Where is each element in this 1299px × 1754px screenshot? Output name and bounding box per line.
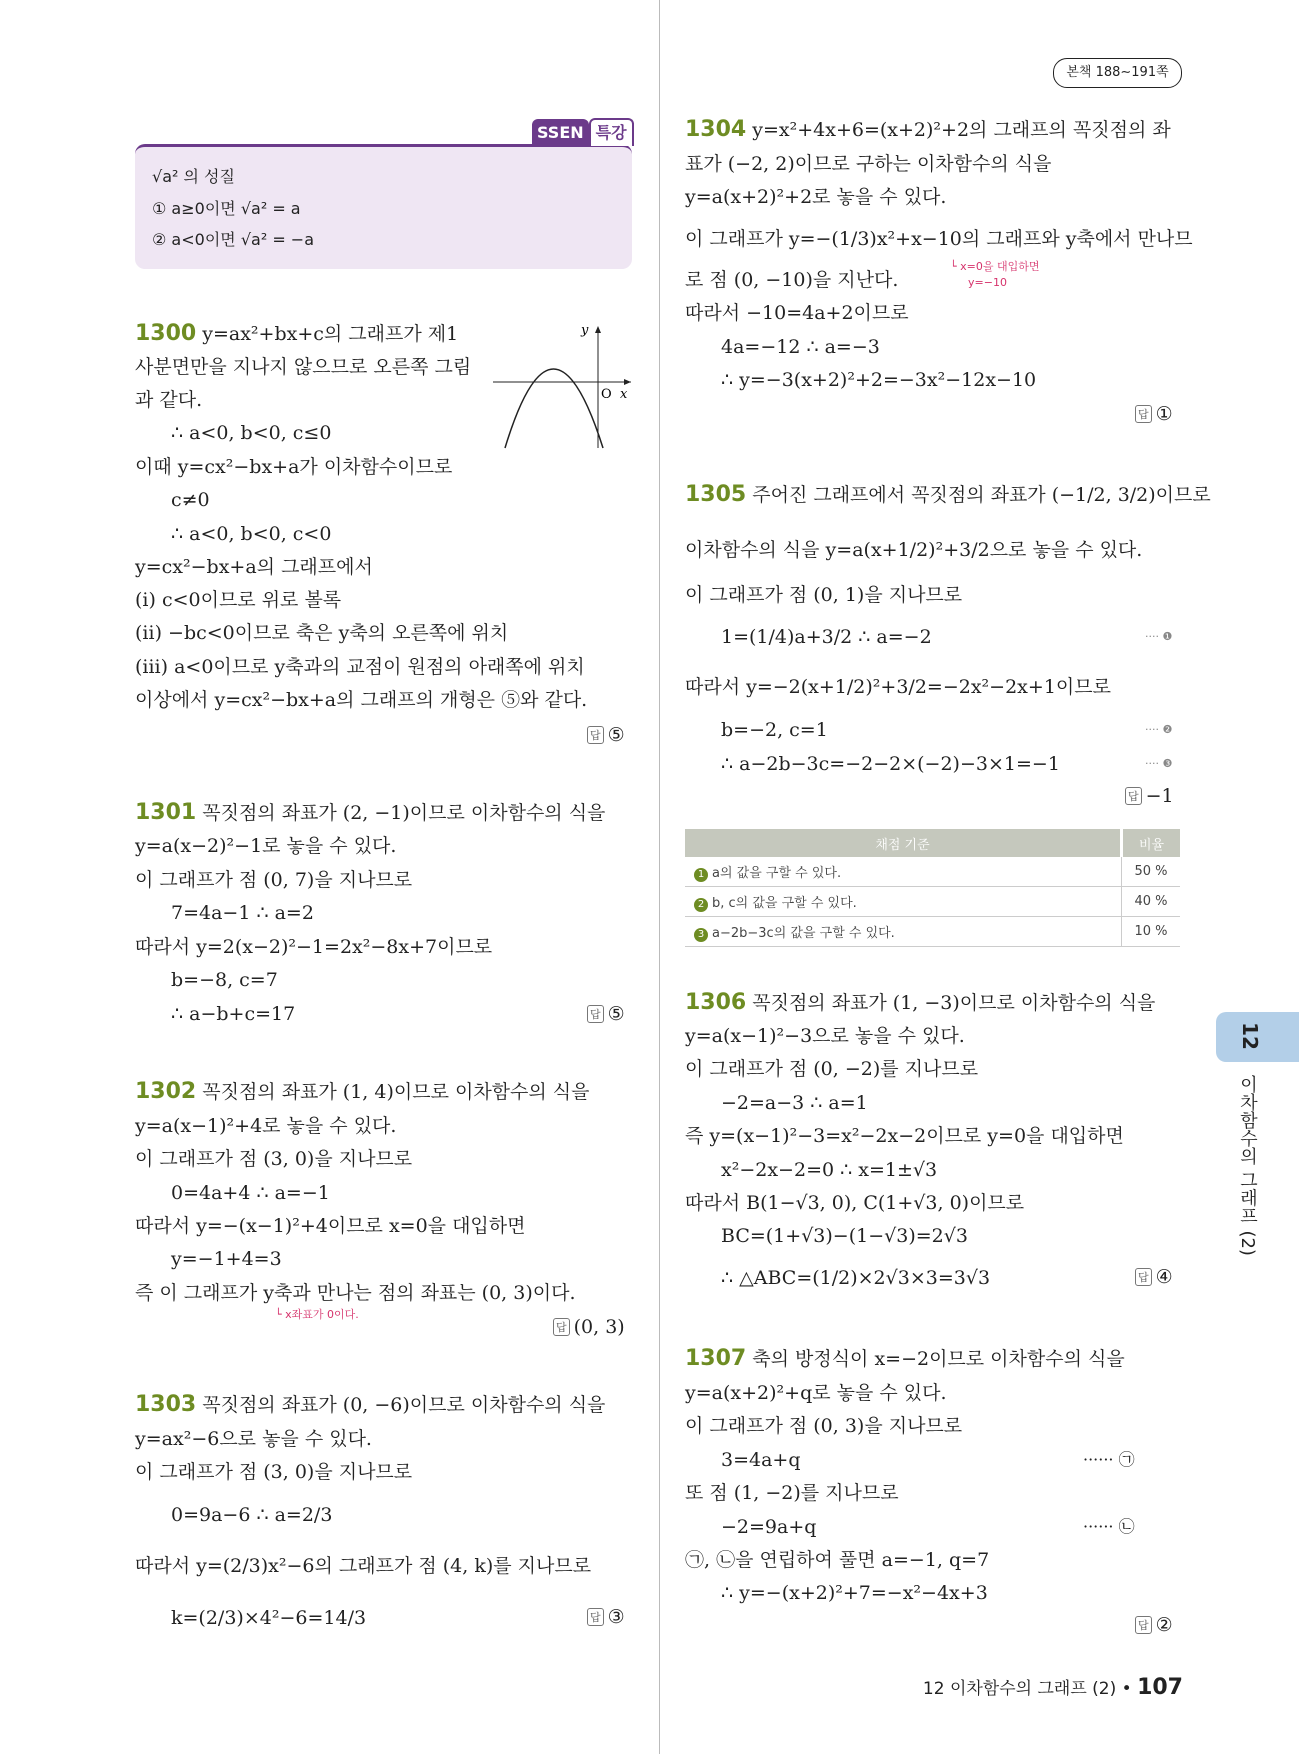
problem-1301-line-5: 따라서 y=2(x−2)²−1=2x²−8x+7이므로 bbox=[135, 936, 493, 958]
ssen-title: √a² 의 성질 bbox=[152, 167, 235, 186]
equation-marker-2: ······ ㉡ bbox=[1083, 1517, 1135, 1536]
footer-chapter: 12 이차함수의 그래프 (2) • bbox=[922, 1679, 1132, 1699]
problem-1306-line-9: ∴ △ABC=(1/2)×2√3×3=3√3 bbox=[721, 1267, 991, 1289]
answer-1300: 답 ⑤ bbox=[587, 724, 625, 746]
column-divider bbox=[659, 0, 660, 1754]
page-footer bbox=[923, 1674, 1183, 1700]
scoring-criteria-table bbox=[685, 829, 1180, 947]
answer-1305: 답 −1 bbox=[1125, 785, 1174, 807]
problem-1300-line-11: (ⅲ) a<0이므로 y축과의 교점이 원점의 아래쪽에 위치 bbox=[135, 656, 585, 678]
problem-1305-line-6: b=−2, c=1 bbox=[721, 719, 828, 741]
problem-1307-line-4: 3=4a+q bbox=[721, 1449, 801, 1471]
problem-1305-line-3: 이 그래프가 점 (0, 1)을 지나므로 bbox=[685, 584, 963, 606]
annotation-note: y=−10 bbox=[968, 276, 1007, 289]
problem-1300-line-10: (ⅱ) −bc<0이므로 축은 y축의 오른쪽에 위치 bbox=[135, 622, 509, 644]
chapter-number: 12 bbox=[1237, 1022, 1262, 1050]
problem-1307-line-5: 또 점 (1, −2)를 지나므로 bbox=[685, 1482, 899, 1504]
ssen-label: SSEN bbox=[532, 119, 589, 147]
step-marker-2: ···· ❷ bbox=[1145, 723, 1173, 736]
problem-1305-line-4: 1=(1/4)a+3/2 ∴ a=−2 bbox=[721, 626, 932, 648]
problem-1303-line-4: 0=9a−6 ∴ a=2/3 bbox=[171, 1504, 333, 1526]
x-axis-label: x bbox=[620, 387, 628, 402]
problem-1300-line-6: c≠0 bbox=[171, 489, 210, 511]
answer-1302: 답 (0, 3) bbox=[553, 1316, 625, 1338]
problem-1301-line-1: 1301 꼭짓점의 좌표가 (2, −1)이므로 이차함수의 식을 bbox=[135, 800, 606, 825]
problem-1301-line-6: b=−8, c=7 bbox=[171, 969, 278, 991]
answer-icon: 답 bbox=[587, 1608, 604, 1626]
problem-number: 1306 bbox=[685, 990, 747, 1015]
problem-1307-line-7: ㉠, ㉡을 연립하여 풀면 a=−1, q=7 bbox=[685, 1549, 990, 1571]
problem-1300-line-7: ∴ a<0, b<0, c<0 bbox=[171, 523, 332, 545]
problem-1306-line-1: 1306 꼭짓점의 좌표가 (1, −3)이므로 이차함수의 식을 bbox=[685, 990, 1156, 1015]
equation-marker-1: ······ ㉠ bbox=[1083, 1450, 1135, 1469]
answer-1303: 답 ③ bbox=[587, 1606, 625, 1628]
step-2-icon: 2 bbox=[694, 898, 708, 912]
answer-1306: 답 ④ bbox=[1135, 1266, 1173, 1288]
answer-icon: 답 bbox=[587, 1005, 604, 1023]
annotation-note: └ x좌표가 0이다. bbox=[275, 1308, 359, 1321]
problem-1303-line-3: 이 그래프가 점 (3, 0)을 지나므로 bbox=[135, 1461, 413, 1483]
problem-1307-line-2: y=a(x+2)²+q로 놓을 수 있다. bbox=[685, 1382, 947, 1404]
table-row: 3 a−2b−3c의 값을 구할 수 있다. 10 % bbox=[685, 917, 1180, 947]
problem-number: 1307 bbox=[685, 1346, 747, 1371]
problem-1306-line-5: 즉 y=(x−1)²−3=x²−2x−2이므로 y=0을 대입하면 bbox=[685, 1125, 1124, 1147]
problem-1303-line-6: k=(2/3)×4²−6=14/3 bbox=[171, 1607, 367, 1629]
problem-1300-line-3: 과 같다. bbox=[135, 389, 203, 411]
problem-1302-line-4: 0=4a+4 ∴ a=−1 bbox=[171, 1182, 330, 1204]
problem-1304-line-5: 로 점 (0, −10)을 지난다. bbox=[685, 269, 899, 291]
chapter-tab[interactable] bbox=[1216, 1012, 1299, 1062]
problem-1306-line-8: BC=(1+√3)−(1−√3)=2√3 bbox=[721, 1225, 968, 1247]
problem-1306-line-6: x²−2x−2=0 ∴ x=1±√3 bbox=[721, 1159, 938, 1181]
textbook-reference-badge: 본책 188∼191쪽 bbox=[1053, 58, 1182, 88]
problem-1306-line-7: 따라서 B(1−√3, 0), C(1+√3, 0)이므로 bbox=[685, 1192, 1025, 1214]
answer-icon: 답 bbox=[1135, 405, 1152, 423]
problem-1301-line-3: 이 그래프가 점 (0, 7)을 지나므로 bbox=[135, 869, 413, 891]
y-axis-label: y bbox=[581, 323, 589, 338]
ssen-rule-2: ② a<0이면 √a² = −a bbox=[152, 230, 315, 249]
problem-number: 1302 bbox=[135, 1079, 197, 1104]
problem-1304-line-6: 따라서 −10=4a+2이므로 bbox=[685, 302, 909, 324]
problem-1305-line-2: 이차함수의 식을 y=a(x+1/2)²+3/2으로 놓을 수 있다. bbox=[685, 539, 1143, 561]
problem-1306-line-4: −2=a−3 ∴ a=1 bbox=[721, 1092, 868, 1114]
problem-1305-line-5: 따라서 y=−2(x+1/2)²+3/2=−2x²−2x+1이므로 bbox=[685, 676, 1111, 698]
problem-1304-line-4: 이 그래프가 y=−(1/3)x²+x−10의 그래프와 y축에서 만나므 bbox=[685, 228, 1193, 250]
y-axis-arrow-icon bbox=[595, 326, 601, 333]
x-axis-arrow-icon bbox=[624, 379, 631, 385]
problem-1303-line-5: 따라서 y=(2/3)x²−6의 그래프가 점 (4, k)를 지나므로 bbox=[135, 1555, 592, 1577]
problem-1303-line-1: 1303 꼭짓점의 좌표가 (0, −6)이므로 이차함수의 식을 bbox=[135, 1392, 606, 1417]
problem-1307-line-3: 이 그래프가 점 (0, 3)을 지나므로 bbox=[685, 1415, 963, 1437]
parabola-curve bbox=[505, 369, 603, 448]
problem-1304-line-7: 4a=−12 ∴ a=−3 bbox=[721, 336, 880, 358]
answer-icon: 답 bbox=[587, 726, 604, 744]
problem-1303-line-2: y=ax²−6으로 놓을 수 있다. bbox=[135, 1428, 372, 1450]
problem-1301-line-7: ∴ a−b+c=17 bbox=[171, 1003, 296, 1025]
problem-1304-line-1: 1304 y=x²+4x+6=(x+2)²+2의 그래프의 꼭짓점의 좌 bbox=[685, 117, 1171, 142]
problem-number: 1305 bbox=[685, 482, 747, 507]
problem-number: 1300 bbox=[135, 321, 197, 346]
table-row: 1 a의 값을 구할 수 있다. 50 % bbox=[685, 857, 1180, 887]
problem-1307-line-6: −2=9a+q bbox=[721, 1516, 817, 1538]
problem-1307-line-8: ∴ y=−(x+2)²+7=−x²−4x+3 bbox=[721, 1582, 988, 1604]
problem-1307-line-1: 1307 축의 방정식이 x=−2이므로 이차함수의 식을 bbox=[685, 1346, 1125, 1371]
page-number: 107 bbox=[1137, 1675, 1183, 1700]
problem-1302-line-2: y=a(x−1)²+4로 놓을 수 있다. bbox=[135, 1115, 397, 1137]
problem-1302-line-7: 즉 이 그래프가 y축과 만나는 점의 좌표는 (0, 3)이다. bbox=[135, 1282, 576, 1304]
special-lecture-label: 특강 bbox=[589, 118, 634, 146]
ssen-rule-1: ① a≥0이면 √a² = a bbox=[152, 199, 301, 218]
problem-1300-line-4: ∴ a<0, b<0, c≤0 bbox=[171, 422, 332, 444]
problem-number: 1303 bbox=[135, 1392, 197, 1417]
answer-icon: 답 bbox=[1135, 1616, 1152, 1634]
problem-1301-line-4: 7=4a−1 ∴ a=2 bbox=[171, 902, 314, 924]
answer-1301: 답 ⑤ bbox=[587, 1003, 625, 1025]
problem-1300-line-5: 이때 y=cx²−bx+a가 이차함수이므로 bbox=[135, 456, 453, 478]
table-row: 2 b, c의 값을 구할 수 있다. 40 % bbox=[685, 887, 1180, 917]
answer-1307: 답 ② bbox=[1135, 1614, 1173, 1636]
problem-1302-line-5: 따라서 y=−(x−1)²+4이므로 x=0을 대입하면 bbox=[135, 1215, 526, 1237]
problem-1305-line-7: ∴ a−2b−3c=−2−2×(−2)−3×1=−1 bbox=[721, 753, 1060, 775]
step-marker-1: ···· ❶ bbox=[1145, 630, 1173, 643]
problem-1302-line-3: 이 그래프가 점 (3, 0)을 지나므로 bbox=[135, 1148, 413, 1170]
answer-icon: 답 bbox=[553, 1318, 570, 1336]
problem-1301-line-2: y=a(x−2)²−1로 놓을 수 있다. bbox=[135, 835, 397, 857]
problem-1305-line-1: 1305 주어진 그래프에서 꼭짓점의 좌표가 (−1/2, 3/2)이므로 bbox=[685, 482, 1211, 507]
problem-1302-line-6: y=−1+4=3 bbox=[171, 1248, 282, 1270]
answer-icon: 답 bbox=[1135, 1268, 1152, 1286]
step-marker-3: ···· ❸ bbox=[1145, 757, 1173, 770]
problem-1302-line-1: 1302 꼭짓점의 좌표가 (1, 4)이므로 이차함수의 식을 bbox=[135, 1079, 590, 1104]
step-3-icon: 3 bbox=[694, 928, 708, 942]
ratio-header: 비율 bbox=[1122, 829, 1181, 857]
ssen-tag bbox=[532, 118, 634, 146]
answer-1304: 답 ① bbox=[1135, 403, 1173, 425]
parabola-graph bbox=[493, 320, 633, 450]
problem-1300-line-2: 사분면만을 지나지 않으므로 오른쪽 그림 bbox=[135, 356, 472, 378]
answer-icon: 답 bbox=[1125, 787, 1142, 805]
origin-label: O bbox=[601, 387, 612, 402]
problem-1304-line-2: 표가 (−2, 2)이므로 구하는 이차함수의 식을 bbox=[685, 153, 1052, 175]
problem-number: 1304 bbox=[685, 117, 747, 142]
chapter-title-vertical: 이차함수의 그래프 (2) bbox=[1237, 1075, 1258, 1256]
criteria-header: 채점 기준 bbox=[685, 829, 1122, 857]
problem-1304-line-8: ∴ y=−3(x+2)²+2=−3x²−12x−10 bbox=[721, 369, 1037, 391]
problem-1306-line-2: y=a(x−1)²−3으로 놓을 수 있다. bbox=[685, 1025, 965, 1047]
problem-1306-line-3: 이 그래프가 점 (0, −2)를 지나므로 bbox=[685, 1058, 979, 1080]
step-1-icon: 1 bbox=[694, 868, 708, 882]
problem-number: 1301 bbox=[135, 800, 197, 825]
problem-1304-line-3: y=a(x+2)²+2로 놓을 수 있다. bbox=[685, 186, 947, 208]
problem-1300-line-8: y=cx²−bx+a의 그래프에서 bbox=[135, 556, 373, 578]
annotation-note: └ x=0을 대입하면 bbox=[950, 260, 1040, 273]
problem-1300-line-9: (ⅰ) c<0이므로 위로 볼록 bbox=[135, 589, 342, 611]
problem-1300-line-1: 1300 y=ax²+bx+c의 그래프가 제1 bbox=[135, 321, 459, 346]
problem-1300-line-12: 이상에서 y=cx²−bx+a의 그래프의 개형은 ⑤와 같다. bbox=[135, 689, 588, 711]
